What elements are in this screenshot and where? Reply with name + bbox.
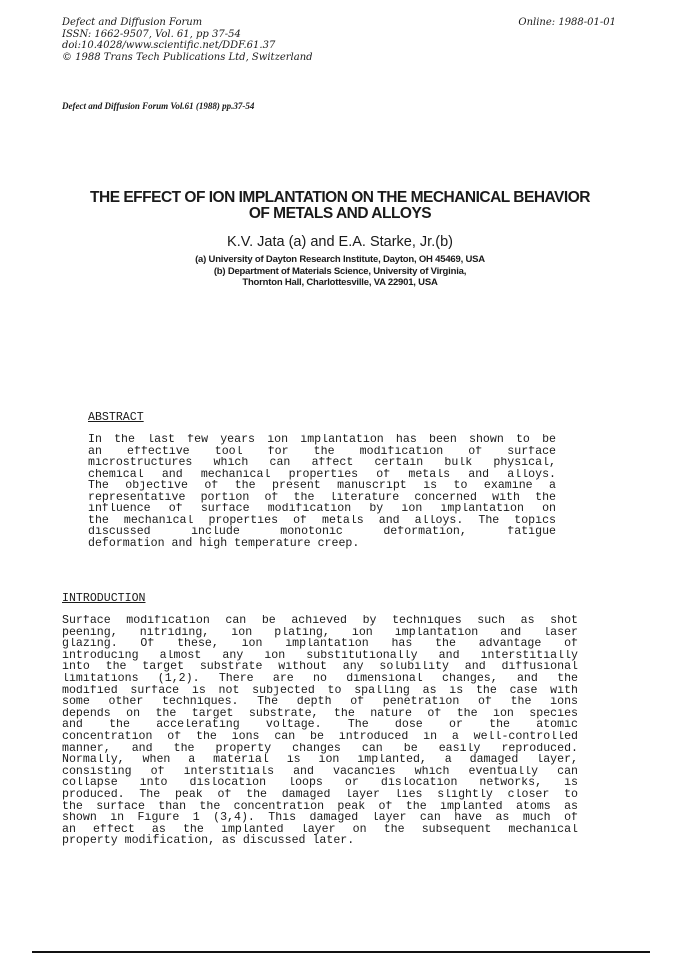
introduction-heading: INTRODUCTION: [62, 592, 146, 605]
title-line: OF METALS AND ALLOYS: [248, 205, 432, 222]
issn-line: ISSN: 1662-9507, Vol. 61, pp 37-54: [62, 28, 241, 40]
abstract-line: In the last few years ion implantation has been shown to be: [88, 434, 556, 446]
introduction-body: [62, 615, 578, 847]
abstract-body: [88, 434, 556, 549]
abstract-line: deformation and high temperature creep.: [88, 536, 360, 550]
doi-line: doi:10.4028/www.scientific.net/DDF.61.37: [62, 40, 276, 51]
abstract-line: representative portion of the literature concerned with the: [88, 491, 556, 503]
intro-line: and the accelerating voltage. The dose or the atomic: [62, 719, 578, 731]
journal-metadata: [62, 17, 313, 63]
intro-line: produced. The peak of the damaged layer lies slightly closer to: [62, 788, 578, 801]
affiliations: [40, 254, 640, 289]
intro-line: an effect as the implanted layer on the subsequent mechanical: [62, 823, 578, 836]
abstract-line: the mechanical properties of metals and alloys. The topics: [88, 514, 556, 526]
intro-line: peening, nitriding, ion plating, ion implantation and laser: [62, 626, 578, 639]
abstract-line: microstructures which can affect certain bulk physical,: [88, 457, 556, 469]
intro-line: glazing. Of these, ion implantation has the advantage of: [62, 638, 578, 650]
intro-line: concentration of the ions can be introduced in a well-controlled: [62, 730, 578, 743]
intro-line: the surface than the concentration peak of the implanted atoms as: [62, 800, 578, 813]
intro-line: collapse into dislocation loops or dislocation networks, is: [62, 777, 578, 789]
intro-line: into the target substrate without any solubility and diffusional: [62, 661, 578, 673]
intro-line: depends on the target substrate, the nature of the ion species: [62, 707, 578, 720]
intro-line: consisting of interstitials and vacancies which eventually can: [62, 765, 578, 778]
intro-line: property modification, as discussed later.: [62, 834, 355, 848]
authors: K.V. Jata (a) and E.A. Starke, Jr.(b): [227, 234, 453, 250]
journal-name: Defect and Diffusion Forum: [62, 17, 203, 28]
intro-line: modified surface is not subjected to spalling as is the case with: [62, 684, 578, 697]
paper-title: [40, 190, 640, 222]
page-bottom-rule: [32, 951, 650, 953]
intro-line: limitations (1,2). There are no dimensional changes, and the: [62, 672, 578, 685]
affiliation-line: Thornton Hall, Charlottesville, VA 22901, USA: [242, 277, 438, 288]
abstract-line: an effective tool for the modification of surface: [88, 445, 556, 457]
intro-line: Normally, when a material is ion implanted, a damaged layer,: [62, 754, 578, 766]
abstract-line: influence of surface modification by ion implantation on: [88, 503, 556, 515]
journal-citation: Defect and Diffusion Forum Vol.61 (1988) pp.37-54: [62, 101, 255, 111]
intro-line: Surface modification can be achieved by techniques such as shot: [62, 615, 578, 627]
intro-line: manner, and the property changes can be easily reproduced.: [62, 742, 578, 755]
abstract-heading: ABSTRACT: [88, 411, 144, 424]
intro-line: some other techniques. The depth of penetration of the ions: [62, 696, 578, 708]
abstract-line: discussed include monotonic deformation, fatigue: [88, 526, 556, 538]
intro-line: introducing almost any ion substitutionally and interstitially: [62, 649, 578, 662]
affiliation-line: (b) Department of Materials Science, University of Virginia,: [213, 265, 467, 277]
abstract-line: chemical and mechanical properties of metals and alloys.: [88, 468, 556, 480]
copyright-line: © 1988 Trans Tech Publications Ltd, Switzerland: [62, 51, 313, 63]
abstract-line: The objective of the present manuscript is to examine a: [88, 480, 556, 492]
online-date: Online: 1988-01-01: [518, 17, 616, 28]
intro-line: shown in Figure 1 (3,4). This damaged layer can have as much of: [62, 812, 578, 824]
affiliation-line: (a) University of Dayton Research Institute, Dayton, OH 45469, USA: [195, 254, 485, 265]
title-line: THE EFFECT OF ION IMPLANTATION ON THE MECHANICAL BEHAVIOR: [90, 189, 590, 206]
